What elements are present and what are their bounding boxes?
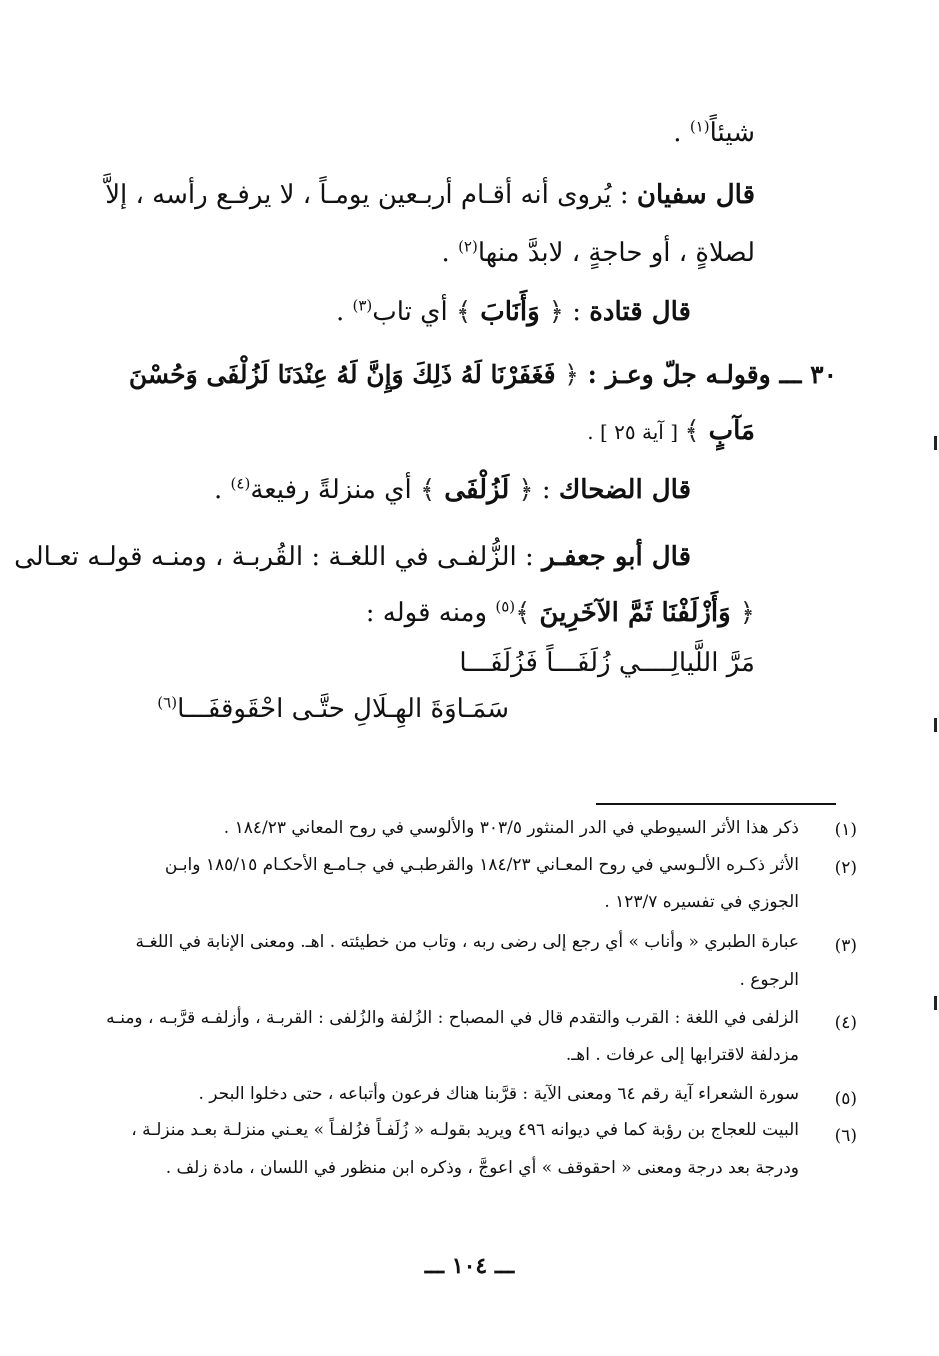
footnote-ref: (٣) [352, 296, 373, 315]
text-fragment: : الزُّلفـى في اللغـة : القُربـة ، ومنـه قولـه تعـالى [14, 542, 543, 572]
text-fragment: لصلاةٍ ، أو حاجةٍ ، لابدَّ منها [477, 238, 755, 268]
text-fragment: . [335, 297, 353, 327]
text-line-1 [673, 118, 755, 148]
text-line-6 [587, 416, 755, 446]
poem-verse-2 [157, 694, 509, 724]
text-fragment: أي منزلةً رفيعة [250, 475, 420, 505]
text-line-2 [105, 180, 755, 210]
scan-edge-mark [934, 436, 937, 450]
footnote-ref: (١) [689, 117, 710, 136]
footnote-number: (٣) [834, 936, 857, 956]
footnote-ref: (٤) [230, 474, 251, 493]
footnote-separator [596, 803, 836, 805]
poem-verse-1: مَرَّ اللَّيالِــــي زُلَفَـــاً فَزُلَفَـــا [459, 648, 755, 678]
text-fragment: أي تاب [372, 297, 456, 327]
footnote-number: (٦) [834, 1126, 857, 1146]
text-fragment: . [673, 118, 690, 148]
footnote-number: (١) [834, 820, 857, 840]
text-fragment: . [441, 238, 459, 268]
text-fragment: : [533, 475, 559, 505]
text-fragment: . [214, 475, 231, 505]
quran-open-bracket: ﴿ [564, 360, 579, 389]
quran-close-bracket: ﴾ [684, 416, 700, 446]
footnote-text: ودرجة بعد درجة ومعنى « احقوقف » أي اعوجَّ ، وذكره ابن منظور في اللسان ، مادة زلف . [165, 1158, 799, 1178]
quran-open-bracket: ﴿ [548, 297, 564, 327]
speaker-name: قال أبو جعفـر [542, 542, 691, 572]
quran-quote: فَغَفَرْنَا لَهُ ذَلِكَ وَإِنَّ لَهُ عِنْدَنَا لَزُلْفَى وَحُسْنَ [128, 360, 565, 389]
text-fragment: شيئاً [709, 118, 755, 148]
text-fragment: : [564, 297, 590, 327]
footnote-text: الرجوع . [739, 970, 799, 990]
quran-quote: مَآبٍ [699, 416, 755, 446]
text-fragment: ومنه قوله : [365, 598, 496, 628]
footnote-ref: (٢) [458, 237, 478, 256]
text-line-7 [214, 475, 691, 505]
footnote-text: عبارة الطبري « وأناب » أي رجع إلى رضى ربه ، وتاب من خطيئته . اهـ. ومعنى الإنابة في اللغـة [135, 932, 799, 952]
text-line-8 [14, 542, 691, 572]
text-fragment: [ آية ٢٥ ] . [587, 420, 685, 444]
footnote-text: سورة الشعراء آية رقم ٦٤ ومعنى الآية : قرَّبنا هناك فرعون وأتباعه ، حتى دخلوا البحر . [198, 1084, 799, 1104]
footnote-ref: (٥) [495, 597, 516, 616]
text-line-5 [129, 360, 837, 389]
text-line-4 [336, 297, 691, 327]
footnote-ref: (٦) [157, 693, 178, 712]
quran-close-bracket: ﴾ [515, 598, 531, 628]
footnote-number: (٥) [834, 1089, 857, 1109]
text-fragment: : يُروى أنه أقـام أربـعين يومـاً ، لا يرفـع رأسه ، إلاَّ [105, 180, 637, 210]
quran-quote: وَأَنَابَ [471, 297, 549, 327]
footnote-text: الجوزي في تفسيره ١٢٣/٧ . [604, 892, 799, 912]
footnote-number: (٤) [834, 1013, 857, 1033]
footnote-text: ذكر هذا الأثر السيوطي في الدر المنثور ٣٠٣/٥ والألوسي في روح المعاني ١٨٤/٢٣ . [223, 818, 799, 838]
footnote-text: الأثر ذكـره الألـوسي في روح المعـاني ١٨٤/٢٣ والقرطبـي في جـامـع الأحكـام ١٨٥/١٥ وابـن [164, 855, 799, 875]
scan-edge-mark [934, 718, 937, 732]
footnote-text: الزلفى في اللغة : القرب والتقدم قال في المصباح : الزُلفة والزُلفى : القربـة ، وأزلفـه قرَّبـه ، ومنـه [106, 1008, 799, 1028]
quran-open-bracket: ﴿ [518, 475, 534, 505]
quran-close-bracket: ﴾ [456, 297, 472, 327]
speaker-name: قال الضحاك [558, 475, 691, 505]
scan-edge-mark [934, 996, 937, 1010]
footnote-text: البيت للعجاج بن رؤبة كما في ديوانه ٤٩٦ ويريد بقولـه « زُلَفـاً فزُلفـاً » يعـني منزلـة بعـد منزلـة ، [131, 1120, 799, 1140]
text-line-9 [366, 598, 755, 628]
verse-lead: ٣٠ ـــ وقولـه جلّ وعـز : [578, 360, 837, 389]
quran-quote: لَزُلْفَى [435, 475, 519, 505]
footnote-text: مزدلفة لاقترابها إلى عرفات . اهـ. [565, 1045, 799, 1065]
footnote-number: (٢) [834, 858, 857, 878]
poem-text: سَمَـاوَةَ الهِـلَالِ حتَّـى احْقَوقفَـــا [177, 694, 509, 724]
quran-close-bracket: ﴾ [419, 475, 436, 505]
quran-quote: وَأَزْلَفْنَا ثَمَّ الآخَرِينَ [530, 598, 740, 628]
quran-open-bracket: ﴿ [739, 598, 755, 628]
page-number: ـــ ١٠٤ ـــ [424, 1253, 515, 1279]
speaker-name: قال قتادة [589, 297, 691, 327]
text-line-3 [442, 238, 755, 268]
speaker-name: قال سفيان [636, 180, 755, 210]
